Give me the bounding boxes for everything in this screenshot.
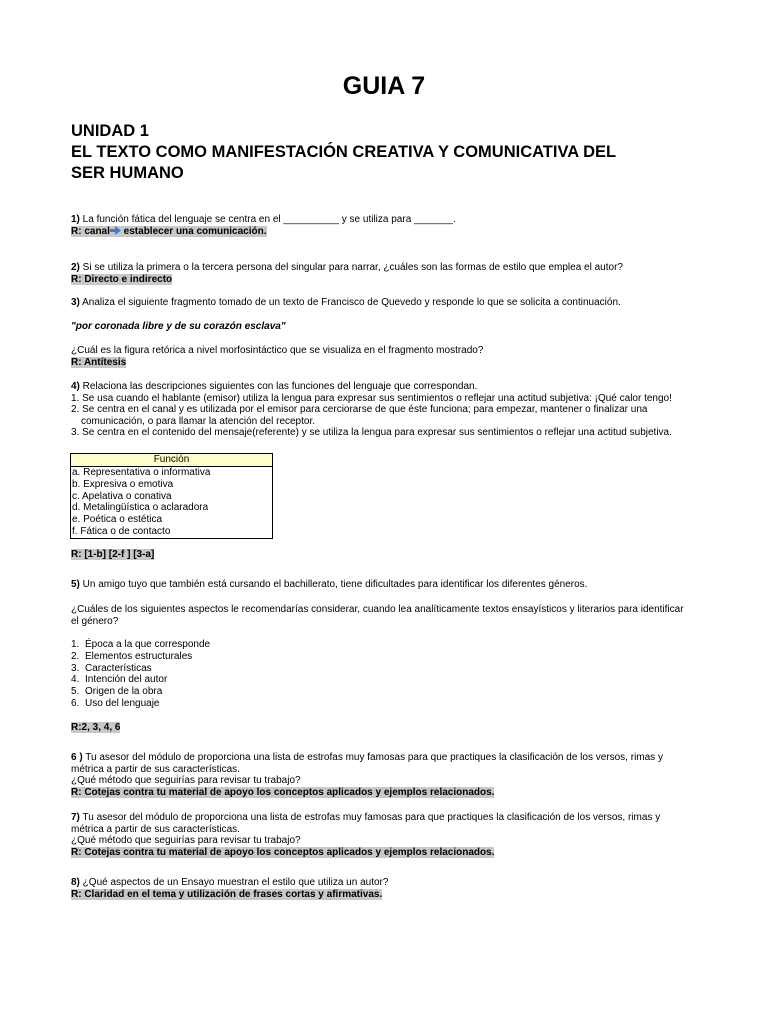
q4-item-2b: comunicación, o para llamar la atención del receptor. (81, 415, 316, 427)
list-item: 3. Características (71, 662, 152, 674)
q3-quote: "por coronada libre y de su corazón esclava" (71, 321, 286, 332)
q2-answer: R: Directo e indirecto (71, 273, 173, 285)
question-3-intro (71, 297, 621, 309)
q6-question: ¿Qué método que seguirías para revisar tu trabajo? (71, 775, 301, 787)
q1-answer-part2: establecer una comunicación. (120, 225, 267, 237)
question-7 (71, 812, 660, 858)
question-5-intro (71, 579, 587, 591)
question-1 (71, 214, 456, 237)
function-row: f. Fática o de contacto (72, 525, 171, 537)
q7-number: 7) (71, 812, 80, 823)
question-3 (71, 345, 483, 368)
list-item: 1. Época a la que corresponde (71, 639, 211, 650)
page-title: GUIA 7 (342, 72, 426, 100)
q7-text-line1: Tu asesor del módulo de proporciona una lista de estrofas muy famosas para que practiques la clasificación de los versos, rimas y (79, 812, 661, 823)
q5-answer: R:2, 3, 4, 6 (71, 722, 121, 733)
list-item: 5. Origen de la obra (71, 686, 163, 698)
function-row: e. Poética o estética (72, 514, 163, 526)
q4-item-1: 1. Se usa cuando el hablante (emisor) utiliza la lengua para expresar sus sentimientos o reflejar una actitud subjetiva: ¡Qué calor tengo! (71, 392, 672, 404)
list-item: 6. Uso del lenguaje (71, 697, 160, 709)
q6-answer: R: Cotejas contra tu material de apoyo los conceptos aplicados y ejemplos relacionados. (71, 786, 495, 798)
function-table (70, 453, 273, 539)
q4-answer: R: [1-b] [2-f ] [3-a] (71, 549, 155, 560)
q5-question (71, 604, 684, 627)
list-item: 4. Intención del autor (71, 674, 168, 686)
q5-options-list (71, 639, 210, 710)
q2-number: 2) (71, 262, 80, 273)
q4-item-3: 3. Se centra en el contenido del mensaje(referente) y se utiliza la lengua para expresar sus sentimientos o reflejar una actitud subjetiva. (71, 427, 672, 439)
function-row: b. Expresiva o emotiva (72, 478, 174, 490)
q8-text: ¿Qué aspectos de un Ensayo muestran el estilo que utiliza un autor? (79, 877, 389, 888)
function-row: c. Apelativa o conativa (72, 490, 172, 502)
q6-text-line2: métrica a partir de sus características. (71, 763, 240, 775)
question-8 (71, 877, 388, 900)
function-table-header: Función (71, 454, 272, 467)
q8-number: 8) (71, 877, 80, 888)
q4-item-2a: 2. Se centra en el canal y es utilizada por el emisor para cerciorarse de que éste funciona; para empezar, mantener o finalizar una (71, 404, 648, 416)
arrow-right-icon (110, 226, 121, 235)
q1-text: La función fática del lenguaje se centra en el __________ y se utiliza para _______. (79, 214, 456, 225)
q4-text: Relaciona las descripciones siguientes con las funciones del lenguaje que correspondan. (79, 381, 478, 392)
q1-answer (71, 226, 267, 237)
unit-heading (71, 121, 616, 184)
q2-text: Si se utiliza la primera o la tercera persona del singular para narrar, ¿cuáles son las formas de estilo que emplea el autor? (79, 262, 623, 273)
q1-answer-part1: R: canal (71, 225, 110, 237)
unit-title-line2: SER HUMANO (71, 164, 184, 182)
q5-question-line1: ¿Cuáles de los siguientes aspectos le recomendarías considerar, cuando lea analíticamente textos ensayísticos y literarios para identificar (71, 604, 684, 615)
q5-number: 5) (71, 579, 80, 590)
q1-number: 1) (71, 214, 80, 225)
q5-text: Un amigo tuyo que también está cursando el bachillerato, tiene dificultades para identificar los diferentes géneros. (79, 579, 588, 590)
unit-title-line1: EL TEXTO COMO MANIFESTACIÓN CREATIVA Y COMUNICATIVA DEL (71, 143, 617, 161)
q6-text-line1: Tu asesor del módulo de proporciona una lista de estrofas muy famosas para que practiques la clasificación de los versos, rimas y (82, 752, 663, 763)
q7-text-line2: métrica a partir de sus características. (71, 823, 240, 835)
function-row: a. Representativa o informativa (72, 467, 211, 478)
question-4 (71, 381, 672, 439)
question-2 (71, 262, 623, 285)
unit-label: UNIDAD 1 (71, 122, 149, 140)
q5-question-line2: el género? (71, 615, 119, 627)
q3-number: 3) (71, 297, 80, 308)
q3-text: Analiza el siguiente fragmento tomado de un texto de Francisco de Quevedo y responde lo que se solicita a continuación. (79, 297, 621, 308)
list-item: 2. Elementos estructurales (71, 650, 193, 662)
q3-question: ¿Cuál es la figura retórica a nivel morfosintáctico que se visualiza en el fragmento mostrado? (71, 345, 484, 356)
q3-answer: R: Antítesis (71, 356, 127, 368)
question-6 (71, 752, 663, 798)
q6-number: 6 ) (71, 752, 83, 763)
q7-question: ¿Qué método que seguirías para revisar tu trabajo? (71, 835, 301, 847)
function-row: d. Metalingüística o aclaradora (72, 502, 209, 514)
q7-answer: R: Cotejas contra tu material de apoyo los conceptos aplicados y ejemplos relacionados. (71, 846, 495, 858)
q8-answer: R: Claridad en el tema y utilización de frases cortas y afirmativas. (71, 888, 383, 900)
q4-number: 4) (71, 381, 80, 392)
